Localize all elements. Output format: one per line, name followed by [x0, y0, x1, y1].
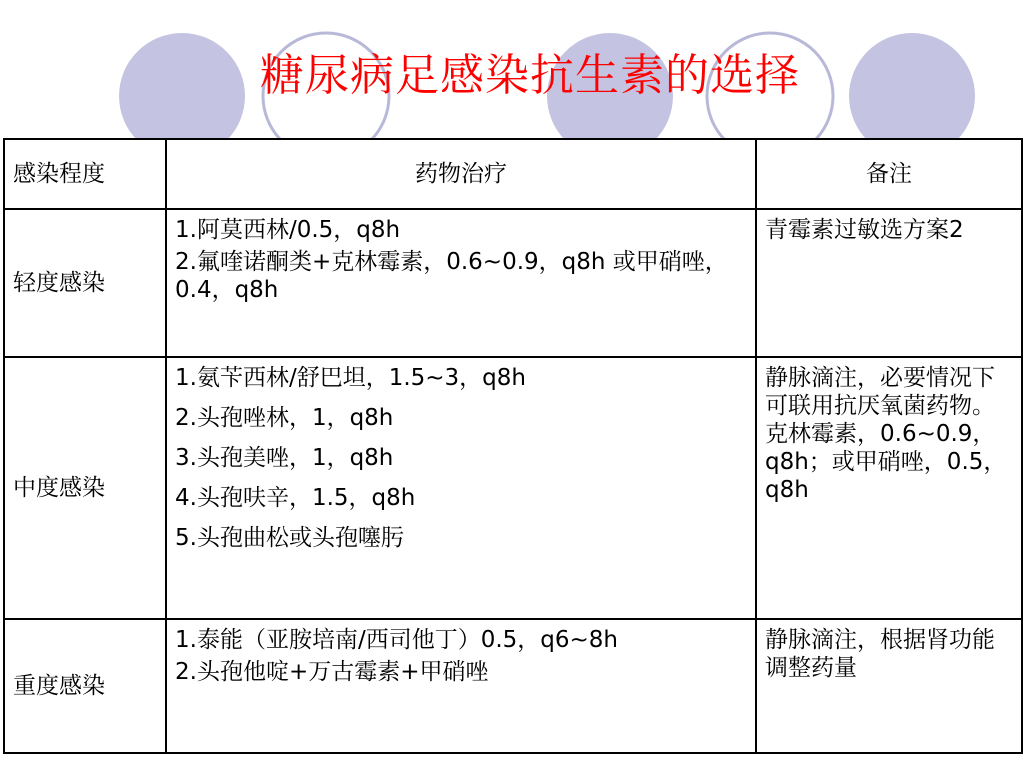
level-cell: 轻度感染 — [4, 209, 166, 357]
drug-line: 1.泰能（亚胺培南/西司他丁）0.5，q6~8h — [175, 627, 618, 653]
antibiotic-table — [3, 138, 1023, 754]
level-cell: 中度感染 — [4, 357, 166, 619]
table-row-severe — [4, 619, 1022, 753]
table-row-moderate — [4, 357, 1022, 619]
slide-title: 糖尿病足感染抗生素的选择 — [260, 50, 800, 101]
drug-line: 2.头孢他啶+万古霉素+甲硝唑 — [175, 659, 489, 685]
header-notes: 备注 — [756, 139, 1022, 209]
drug-line: 1.阿莫西林/0.5，q8h — [175, 217, 401, 243]
header-drug-treatment: 药物治疗 — [166, 139, 756, 209]
drug-cell — [166, 619, 756, 753]
note-cell: 青霉素过敏选方案2 — [756, 209, 1022, 357]
drug-line: 3.头孢美唑，1，q8h — [175, 445, 394, 471]
table-header-row — [4, 139, 1022, 209]
level-cell: 重度感染 — [4, 619, 166, 753]
header-infection-level: 感染程度 — [4, 139, 166, 209]
table-row-mild — [4, 209, 1022, 357]
drug-line: 2.头孢唑林，1，q8h — [175, 405, 394, 431]
drug-cell — [166, 357, 756, 619]
note-cell: 静脉滴注，必要情况下可联用抗厌氧菌药物。克林霉素，0.6~0.9，q8h；或甲硝唑，0.5，q8h — [756, 357, 1022, 619]
note-cell: 静脉滴注，根据肾功能调整药量 — [756, 619, 1022, 753]
drug-line: 2.氟喹诺酮类+克林霉素，0.6~0.9，q8h 或甲硝唑，0.4，q8h — [175, 249, 728, 303]
drug-line: 4.头孢呋辛，1.5，q8h — [175, 485, 416, 511]
drug-cell — [166, 209, 756, 357]
drug-line: 1.氨苄西林/舒巴坦，1.5~3，q8h — [175, 365, 526, 391]
drug-line: 5.头孢曲松或头孢噻肟 — [175, 525, 404, 551]
